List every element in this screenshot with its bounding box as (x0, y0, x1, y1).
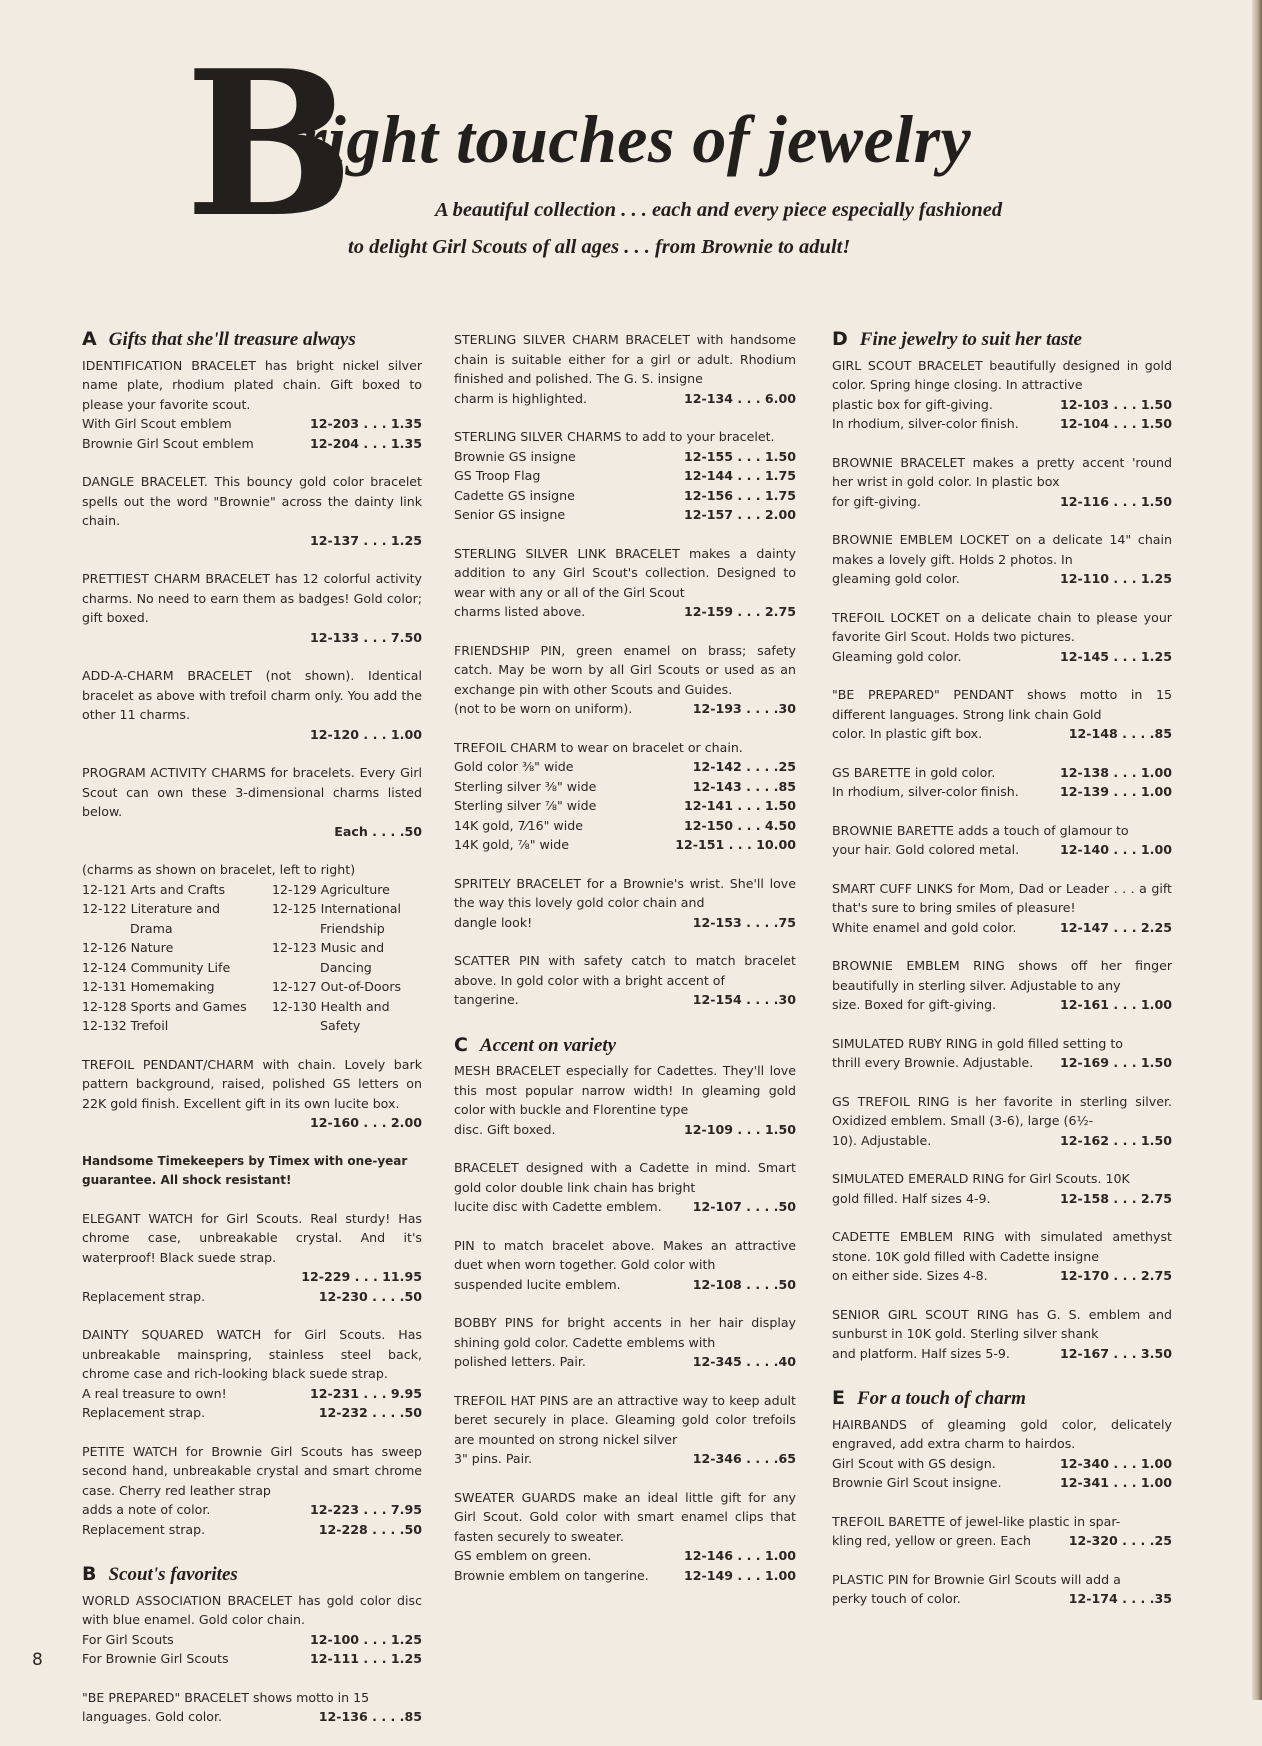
price: 12-153 . . . .75 (692, 914, 796, 930)
product-mesh-bracelet (454, 1061, 796, 1139)
product-description: SWEATER GUARDS make an ideal little gift for any Girl Scout. Gold color with smart enamel clips that fasten securely to sweater. (454, 1489, 796, 1544)
product-description: BROWNIE EMBLEM RING shows off her finger beautifully in sterling silver. Adjustable to any (832, 958, 1172, 993)
section-b-heading (82, 1565, 422, 1585)
product-description: MESH BRACELET especially for Cadettes. They'll love this most popular narrow width! In gleaming gold color with buckle and Florentine type (454, 1063, 796, 1117)
price-label: Girl Scout with GS design. (832, 1455, 996, 1471)
price: 12-341 . . . 1.00 (1059, 1475, 1172, 1490)
price: 12-116 . . . 1.50 (1059, 493, 1172, 509)
price-row (832, 414, 1172, 434)
section-letter: D (832, 328, 848, 350)
product-description: BRACELET designed with a Cadette in mind. Smart gold color double link chain has bright (454, 1160, 796, 1195)
product-trefoil-locket (832, 608, 1172, 667)
price-label: and platform. Half sizes 5-9. (832, 1345, 1010, 1361)
price-row (454, 990, 796, 1010)
price-row (832, 1454, 1172, 1474)
charms-left-column (82, 880, 272, 1036)
price-label: color. In plastic gift box. (832, 726, 983, 741)
price: 12-161 . . . 1.00 (1059, 997, 1172, 1012)
product-description: TREFOIL HAT PINS are an attractive way to keep adult beret securely in place. Gleaming gold color trefoils are mounted on strong nickel silver (454, 1392, 796, 1447)
price-label: dangle look! (454, 914, 533, 930)
price-label: perky touch of color. (832, 1591, 961, 1606)
section-c-heading (454, 1033, 796, 1056)
price: 12-229 . . . 11.95 (301, 1269, 422, 1284)
drop-cap: B (185, 27, 355, 262)
product-gs-trefoil-ring (832, 1092, 1172, 1151)
price-label: Gold color ⅜" wide (454, 759, 574, 774)
product-description: CADETTE EMBLEM RING with simulated amethyst stone. 10K gold filled with Cadette insigne (832, 1229, 1172, 1264)
price-row (832, 1589, 1172, 1609)
charm-item: 12-126 Nature (82, 940, 174, 955)
product-be-prepared-pendant (832, 685, 1172, 744)
product-dainty-watch (82, 1325, 422, 1423)
price-row (82, 1520, 422, 1540)
price-row (832, 1131, 1172, 1151)
product-description: WORLD ASSOCIATION BRACELET has gold color disc with blue enamel. Gold color chain. (82, 1592, 422, 1627)
price-label: your hair. Gold colored metal. (832, 842, 1020, 857)
charm-item: Drama (130, 920, 173, 936)
charm-item: 12-121 Arts and Crafts (82, 881, 226, 897)
price-label: charms listed above. (454, 604, 586, 619)
price: 12-174 . . . .35 (1068, 1591, 1172, 1606)
product-description: FRIENDSHIP PIN, green enamel on brass; safety catch. May be worn by all Girl Scouts or used as an exchange pin with other Scouts and Guides. (454, 642, 796, 697)
section-title: Fine jewelry to suit her taste (859, 329, 1082, 350)
charms-list (82, 860, 422, 1036)
price: 12-103 . . . 1.50 (1059, 396, 1172, 412)
product-sterling-link-bracelet (454, 544, 796, 622)
price: 12-146 . . . 1.00 (683, 1548, 796, 1563)
price-row (82, 1707, 422, 1727)
product-description: SIMULATED EMERALD RING for Girl Scouts. 10K (832, 1171, 1130, 1186)
price-row (832, 763, 1172, 783)
product-brownie-barette (832, 821, 1172, 860)
price-row (454, 466, 796, 486)
product-spritely-bracelet (454, 874, 796, 933)
price-row (832, 840, 1172, 860)
price-row (454, 1566, 796, 1586)
price: 12-169 . . . 1.50 (1059, 1055, 1172, 1070)
price: 12-141 . . . 1.50 (683, 798, 796, 813)
product-identification-bracelet (82, 356, 422, 454)
price-row (832, 724, 1172, 744)
price: 12-155 . . . 1.50 (683, 448, 796, 464)
product-description: STERLING SILVER LINK BRACELET makes a dainty addition to any Girl Scout's collection. Designed to wear with any or all of the Girl Scout (454, 545, 796, 600)
product-description: PETITE WATCH for Brownie Girl Scouts has sweep second hand, unbreakable crystal and smart chrome case. Cherry red leather strap (82, 1443, 422, 1498)
price-label: for gift-giving. (832, 493, 921, 509)
price-row (454, 835, 796, 855)
price: 12-151 . . . 10.00 (675, 837, 796, 852)
price-label: In rhodium, silver-color finish. (832, 416, 1019, 431)
price-label: Gleaming gold color. (832, 648, 962, 664)
price-row (82, 1500, 422, 1520)
product-description: GIRL SCOUT BRACELET beautifully designed in gold color. Spring hinge closing. In attractive (832, 357, 1172, 392)
product-description: SCATTER PIN with safety catch to match bracelet above. In gold color with a bright accent of (454, 953, 796, 988)
charm-item: 12-127 Out-of-Doors (272, 979, 402, 994)
product-description: BOBBY PINS for bright accents in her hair display shining gold color. Cadette emblems with (454, 1315, 796, 1350)
price-row (832, 995, 1172, 1015)
price: 12-346 . . . .65 (692, 1451, 796, 1466)
price: 12-345 . . . .40 (692, 1354, 796, 1369)
price-label: White enamel and gold color. (832, 919, 1017, 935)
price-label: (not to be worn on uniform). (454, 701, 633, 716)
product-description: SIMULATED RUBY RING in gold filled setting to (832, 1035, 1124, 1051)
price: 12-108 . . . .50 (692, 1276, 796, 1292)
product-description: BROWNIE EMBLEM LOCKET on a delicate 14" chain makes a lovely gift. Holds 2 photos. In (832, 532, 1172, 567)
price-row (832, 1053, 1172, 1073)
price-row (82, 434, 422, 454)
product-sterling-charms (454, 427, 796, 525)
price-row (454, 816, 796, 836)
product-ruby-ring (832, 1034, 1172, 1073)
price-label: lucite disc with Cadette emblem. (454, 1199, 662, 1214)
price-label: Replacement strap. (82, 1405, 206, 1420)
charm-item: 12-130 Health and (272, 998, 390, 1014)
page-title: right touches of jewelry (300, 101, 972, 177)
price: 12-159 . . . 2.75 (683, 604, 796, 619)
product-description: BROWNIE BRACELET makes a pretty accent 'round her wrist in gold color. In plastic box (832, 454, 1172, 489)
price-row (454, 505, 796, 525)
price: 12-156 . . . 1.75 (683, 487, 796, 503)
price-row (82, 1267, 422, 1287)
price: 12-139 . . . 1.00 (1059, 784, 1172, 799)
product-description: PRETTIEST CHARM BRACELET has 12 colorful activity charms. No need to earn them as badges! Gold color; gift boxed. (82, 571, 422, 625)
price-row (454, 389, 796, 409)
price-label: Brownie emblem on tangerine. (454, 1567, 649, 1583)
section-d-heading (832, 330, 1172, 350)
price-row (454, 699, 796, 719)
price-row (82, 822, 422, 842)
price-row (454, 913, 796, 933)
price: 12-144 . . . 1.75 (683, 468, 796, 483)
price-label: kling red, yellow or green. Each (832, 1533, 1031, 1548)
product-cadette-bracelet (454, 1158, 796, 1217)
price-row (832, 492, 1172, 512)
timex-note: Handsome Timekeepers by Timex with one-year guarantee. All shock resistant! (82, 1153, 408, 1187)
price: 12-150 . . . 4.50 (683, 817, 796, 833)
price: 12-230 . . . .50 (318, 1288, 422, 1304)
product-description: "BE PREPARED" PENDANT shows motto in 15 different languages. Strong link chain Gold (832, 687, 1172, 722)
product-petite-watch (82, 1442, 422, 1540)
price-row (454, 796, 796, 816)
product-description: DANGLE BRACELET. This bouncy gold color bracelet spells out the word "Brownie" across the dainty link chain. (82, 474, 422, 528)
price-row (832, 1473, 1172, 1493)
price-row (82, 1287, 422, 1307)
price: 12-145 . . . 1.25 (1059, 648, 1172, 664)
price: 12-203 . . . 1.35 (309, 416, 422, 431)
price: 12-160 . . . 2.00 (309, 1115, 422, 1130)
price: 12-111 . . . 1.25 (309, 1651, 422, 1666)
product-trefoil-charm (454, 738, 796, 855)
price: 12-140 . . . 1.00 (1059, 842, 1172, 857)
price: 12-232 . . . .50 (318, 1405, 422, 1420)
price-row (454, 1275, 796, 1295)
charm-item: Safety (320, 1018, 361, 1033)
price: 12-320 . . . .25 (1068, 1533, 1172, 1548)
price-label: For Brownie Girl Scouts (82, 1651, 229, 1666)
price-row (82, 531, 422, 551)
product-brownie-emblem-ring (832, 956, 1172, 1015)
charm-item: 12-129 Agriculture (272, 881, 390, 897)
price: 12-193 . . . .30 (692, 701, 796, 716)
product-description: TREFOIL BARETTE of jewel-like plastic in spar- (832, 1513, 1121, 1529)
product-description: PLASTIC PIN for Brownie Girl Scouts will add a (832, 1571, 1121, 1587)
price-row (454, 757, 796, 777)
subtitle-line-2: to delight Girl Scouts of all ages . . . from Brownie to adult! (348, 236, 851, 258)
price-row (454, 1546, 796, 1566)
section-title: Gifts that she'll treasure always (108, 329, 356, 350)
page-header (0, 0, 1262, 290)
charm-item: 12-131 Homemaking (82, 979, 215, 994)
price-label: disc. Gift boxed. (454, 1121, 556, 1137)
product-trefoil-barette (832, 1512, 1172, 1551)
product-friendship-pin (454, 641, 796, 719)
product-cadette-emblem-ring (832, 1227, 1172, 1286)
price-row (454, 1197, 796, 1217)
price-row (82, 1630, 422, 1650)
price-label: With Girl Scout emblem (82, 416, 232, 431)
price-row (832, 1344, 1172, 1364)
price-label: Brownie GS insigne (454, 448, 576, 464)
price-row (82, 1384, 422, 1404)
price-label: 10). Adjustable. (832, 1132, 932, 1148)
price-row (832, 1189, 1172, 1209)
price: 12-100 . . . 1.25 (309, 1631, 422, 1647)
price-label: Brownie Girl Scout emblem (82, 435, 254, 451)
price-label: suspended lucite emblem. (454, 1276, 621, 1292)
charm-item: Friendship (320, 920, 385, 936)
charm-item: 12-132 Trefoil (82, 1018, 169, 1033)
price: 12-231 . . . 9.95 (309, 1385, 422, 1401)
price-row (82, 414, 422, 434)
charms-note: (charms as shown on bracelet, left to right) (82, 862, 356, 877)
product-brownie-emblem-locket (832, 530, 1172, 589)
price: 12-223 . . . 7.95 (309, 1502, 422, 1517)
price-label: charm is highlighted. (454, 390, 588, 406)
product-description: PROGRAM ACTIVITY CHARMS for bracelets. Every Girl Scout can own these 3-dimensional charms listed below. (82, 765, 422, 819)
product-trefoil-pendant (82, 1055, 422, 1133)
price: 12-162 . . . 1.50 (1059, 1132, 1172, 1148)
product-gs-barette (832, 763, 1172, 802)
charm-item: 12-124 Community Life (82, 959, 231, 975)
section-title: Scout's favorites (108, 1564, 238, 1585)
price-row (832, 569, 1172, 589)
page-number: 8 (32, 1650, 43, 1670)
section-letter: A (82, 328, 97, 350)
product-description: TREFOIL CHARM to wear on bracelet or chain. (454, 739, 743, 755)
column-right (832, 330, 1172, 1628)
product-brownie-bracelet (832, 453, 1172, 512)
price-label: In rhodium, silver-color finish. (832, 784, 1019, 799)
price: 12-138 . . . 1.00 (1059, 764, 1172, 780)
price-row (454, 1352, 796, 1372)
price-label: 3" pins. Pair. (454, 1451, 533, 1466)
product-description: TREFOIL PENDANT/CHARM with chain. Lovely bark pattern background, raised, polished GS letters on 22K gold finish. Excellent gift in its own lucite box. (82, 1056, 422, 1111)
product-bobby-pins (454, 1313, 796, 1372)
charm-item: 12-123 Music and (272, 940, 385, 955)
price-row (832, 395, 1172, 415)
product-description: SPRITELY BRACELET for a Brownie's wrist. She'll love the way this lovely gold color chain and (454, 875, 796, 910)
price-row (454, 486, 796, 506)
product-girl-scout-bracelet (832, 356, 1172, 434)
price: 12-204 . . . 1.35 (309, 435, 422, 451)
price: 12-133 . . . 7.50 (309, 629, 422, 645)
price-label: For Girl Scouts (82, 1631, 174, 1647)
product-description: STERLING SILVER CHARMS to add to your bracelet. (454, 429, 775, 444)
product-prettiest-charm-bracelet (82, 569, 422, 647)
section-title: Accent on variety (479, 1034, 617, 1056)
section-letter: E (832, 1387, 845, 1409)
price: 12-142 . . . .25 (692, 759, 796, 774)
price-row (454, 447, 796, 467)
product-world-association-bracelet (82, 1591, 422, 1669)
price: 12-228 . . . .50 (318, 1521, 422, 1537)
price: 12-157 . . . 2.00 (683, 507, 796, 522)
price: 12-134 . . . 6.00 (683, 390, 796, 406)
product-description: "BE PREPARED" BRACELET shows motto in 15 (82, 1689, 370, 1705)
section-letter: C (454, 1033, 468, 1056)
product-description: DAINTY SQUARED WATCH for Girl Scouts. Has unbreakable mainspring, stainless steel back, chrome case and rich-looking black suede strap. (82, 1327, 422, 1381)
price-label: adds a note of color. (82, 1502, 211, 1517)
price-row (454, 1120, 796, 1140)
price-label: languages. Gold color. (82, 1709, 223, 1724)
price-label: polished letters. Pair. (454, 1354, 586, 1369)
price-label: 14K gold, 7⁄16" wide (454, 817, 583, 833)
price-row (82, 725, 422, 745)
section-letter: B (82, 1563, 97, 1585)
charm-item: 12-122 Literature and (82, 901, 220, 916)
price-label: Sterling silver ⅜" wide (454, 778, 597, 794)
price-label: Senior GS insigne (454, 507, 566, 522)
price: 12-104 . . . 1.50 (1059, 416, 1172, 431)
price-label: size. Boxed for gift-giving. (832, 997, 997, 1012)
price-row (832, 782, 1172, 802)
product-description: ADD-A-CHARM BRACELET (not shown). Identical bracelet as above with trefoil charm only. You add the other 11 charms. (82, 668, 422, 722)
price: Each . . . .50 (334, 823, 422, 839)
price-label: GS emblem on green. (454, 1548, 592, 1563)
price: 12-110 . . . 1.25 (1059, 571, 1172, 586)
charms-grid (82, 880, 422, 1036)
price: 12-120 . . . 1.00 (309, 726, 422, 742)
product-description: SMART CUFF LINKS for Mom, Dad or Leader . . . a gift that's sure to bring smiles of pleasure! (832, 880, 1172, 915)
price: 12-149 . . . 1.00 (683, 1567, 796, 1583)
product-be-prepared-bracelet (82, 1688, 422, 1727)
price-label: Sterling silver ⅞" wide (454, 798, 597, 813)
product-plastic-pin (832, 1570, 1172, 1609)
price-label: Replacement strap. (82, 1288, 206, 1304)
price: 12-167 . . . 3.50 (1059, 1345, 1172, 1361)
charms-right-column (272, 880, 422, 1036)
charm-item: 12-125 International (272, 901, 401, 916)
charm-item: 12-128 Sports and Games (82, 998, 247, 1014)
price-row (832, 647, 1172, 667)
product-program-activity-charms (82, 763, 422, 841)
price-label: tangerine. (454, 992, 519, 1007)
product-dangle-bracelet (82, 472, 422, 550)
price-label: GS BARETTE in gold color. (832, 764, 996, 780)
product-description: GS TREFOIL RING is her favorite in sterling silver. Oxidized emblem. Small (3-6), large (6½- (832, 1093, 1172, 1128)
price-label: GS Troop Flag (454, 468, 541, 483)
price: 12-148 . . . .85 (1068, 726, 1172, 741)
price-row (832, 1531, 1172, 1551)
price: 12-340 . . . 1.00 (1059, 1455, 1172, 1471)
price-label: A real treasure to own! (82, 1385, 227, 1401)
product-description: ELEGANT WATCH for Girl Scouts. Real sturdy! Has chrome case, unbreakable crystal. And it's waterproof! Black suede strap. (82, 1210, 422, 1265)
price-row (832, 918, 1172, 938)
product-description: PIN to match bracelet above. Makes an attractive duet when worn together. Gold color with (454, 1237, 796, 1272)
price: 12-109 . . . 1.50 (683, 1121, 796, 1137)
price: 12-154 . . . .30 (692, 992, 796, 1007)
price-label: on either side. Sizes 4-8. (832, 1268, 988, 1283)
section-e-heading (832, 1389, 1172, 1409)
column-middle (454, 330, 796, 1604)
price-row (832, 1266, 1172, 1286)
product-description: IDENTIFICATION BRACELET has bright nickel silver name plate, rhodium plated chain. Gift boxed to please your favorite scout. (82, 357, 422, 412)
product-hairbands (832, 1415, 1172, 1493)
price-label: thrill every Brownie. Adjustable. (832, 1055, 1034, 1070)
price-label: Brownie Girl Scout insigne. (832, 1475, 1002, 1490)
price: 12-143 . . . .85 (692, 778, 796, 794)
product-sterling-charm-bracelet (454, 330, 796, 408)
price: 12-136 . . . .85 (318, 1709, 422, 1724)
product-emerald-ring (832, 1169, 1172, 1208)
subtitle-line-1: A beautiful collection . . . each and every piece especially fashioned (435, 199, 1003, 221)
product-description: HAIRBANDS of gleaming gold color, delicately engraved, add extra charm to hairdos. (832, 1416, 1172, 1451)
price-row (82, 628, 422, 648)
product-description: SENIOR GIRL SCOUT RING has G. S. emblem and sunburst in 10K gold. Sterling silver shank (832, 1306, 1172, 1341)
product-description: STERLING SILVER CHARM BRACELET with handsome chain is suitable either for a girl or adult. Rhodium finished and polished. The G. S. insigne (454, 332, 796, 386)
price: 12-158 . . . 2.75 (1059, 1190, 1172, 1206)
section-a-heading (82, 330, 422, 350)
section-title: For a touch of charm (856, 1388, 1026, 1409)
product-add-a-charm-bracelet (82, 666, 422, 744)
price: 12-137 . . . 1.25 (309, 532, 422, 548)
product-matching-pin (454, 1236, 796, 1295)
price: 12-147 . . . 2.25 (1059, 919, 1172, 935)
product-elegant-watch (82, 1209, 422, 1307)
product-description: BROWNIE BARETTE adds a touch of glamour to (832, 822, 1129, 838)
price: 12-170 . . . 2.75 (1059, 1268, 1172, 1283)
price-label: gleaming gold color. (832, 571, 960, 586)
price: 12-107 . . . .50 (692, 1199, 796, 1214)
charm-item: Dancing (320, 959, 372, 975)
price-row (454, 777, 796, 797)
product-description: TREFOIL LOCKET on a delicate chain to please your favorite Girl Scout. Holds two pictures. (832, 609, 1172, 644)
price-row (82, 1403, 422, 1423)
product-sweater-guards (454, 1488, 796, 1586)
price-label: gold filled. Half sizes 4-9. (832, 1190, 991, 1206)
price-row (82, 1113, 422, 1133)
product-cuff-links (832, 879, 1172, 938)
price-label: plastic box for gift-giving. (832, 396, 993, 412)
product-scatter-pin (454, 951, 796, 1010)
price-label: Replacement strap. (82, 1521, 206, 1537)
price-row (454, 602, 796, 622)
product-senior-ring (832, 1305, 1172, 1364)
product-trefoil-hat-pins (454, 1391, 796, 1469)
price-row (82, 1649, 422, 1669)
price-row (454, 1449, 796, 1469)
column-left (82, 330, 422, 1746)
price-label: Cadette GS insigne (454, 487, 575, 503)
price-label: 14K gold, ⅞" wide (454, 837, 570, 852)
